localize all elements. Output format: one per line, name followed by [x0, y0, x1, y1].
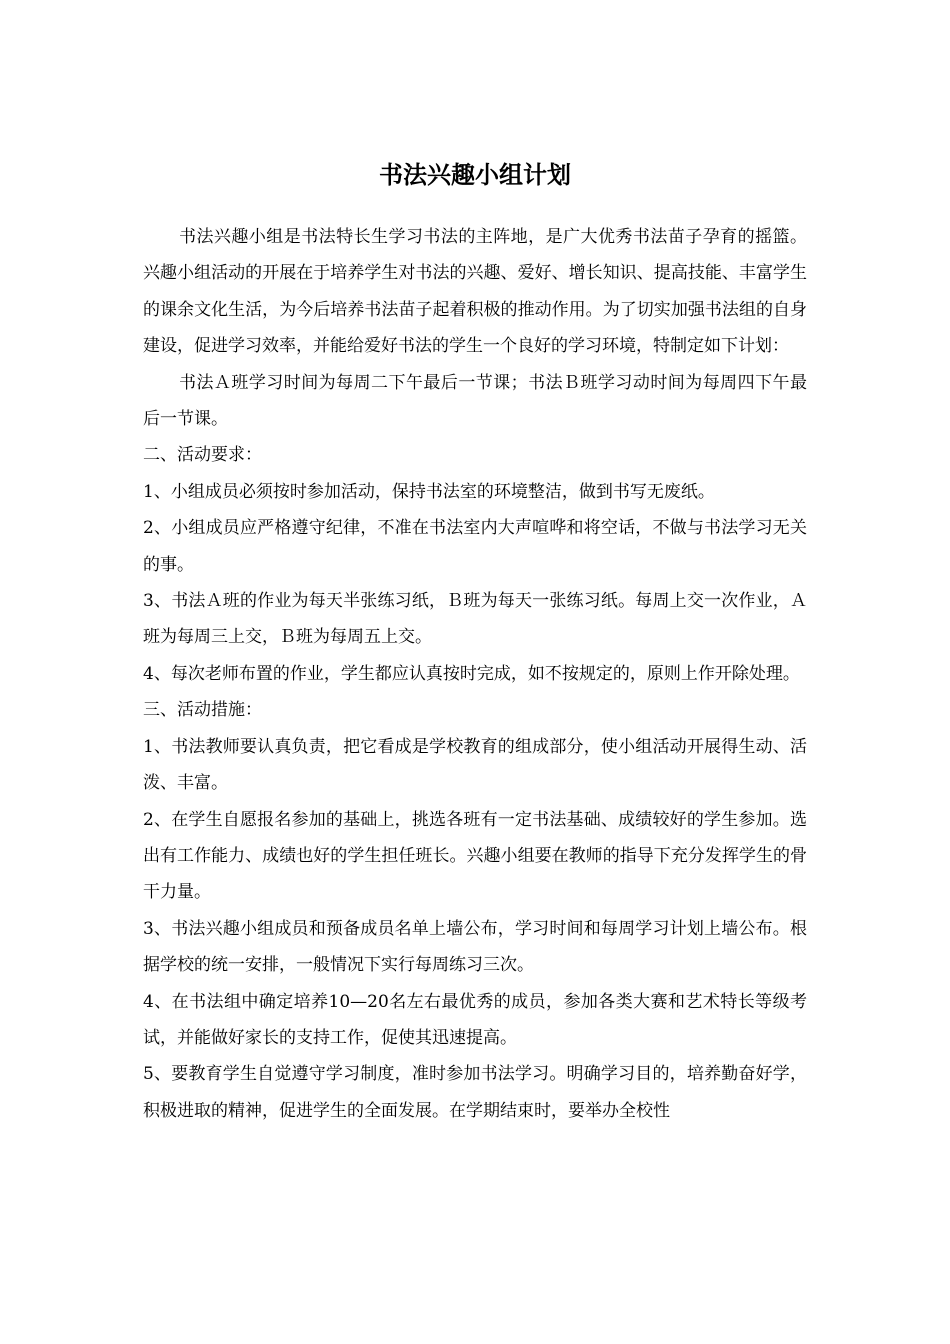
requirement-item: 3、书法Ａ班的作业为每天半张练习纸，Ｂ班为每天一张练习纸。每周上交一次作业，Ａ班为每周三上交，Ｂ班为每周五上交。	[143, 591, 807, 648]
section-heading-measures: 三、活动措施：	[143, 700, 262, 721]
section-heading-requirements: 二、活动要求：	[143, 445, 262, 466]
page-title: 书法兴趣小组计划	[379, 160, 571, 189]
measure-item: 5、要教育学生自觉遵守学习制度，准时参加书法学习。明确学习目的，培养勤奋好学，积极进取的精神，促进学生的全面发展。在学期结束时，要举办全校性	[143, 1064, 807, 1121]
paragraph-schedule: 书法Ａ班学习时间为每周二下午最后一节课；书法Ｂ班学习动时间为每周四下午最后一节课。	[143, 372, 807, 430]
paragraph-intro: 书法兴趣小组是书法特长生学习书法的主阵地，是广大优秀书法苗子孕育的摇篮。兴趣小组活动的开展在于培养学生对书法的兴趣、爱好、增长知识、提高技能、丰富学生的课余文化生活，为今后培养书法苗子起着积极的推动作用。为了切实加强书法组的自身建设，促进学习效率，并能给爱好书法的学生一个良好的学习环境，特制定如下计划：	[143, 227, 807, 357]
document-body	[143, 219, 807, 1129]
measure-item: 3、书法兴趣小组成员和预备成员名单上墙公布，学习时间和每周学习计划上墙公布。根据学校的统一安排，一般情况下实行每周练习三次。	[143, 918, 807, 976]
measure-item: 4、在书法组中确定培养10—20名左右最优秀的成员，参加各类大赛和艺术特长等级考试，并能做好家长的支持工作，促使其迅速提高。	[143, 991, 807, 1048]
requirement-item: 2、小组成员应严格遵守纪律，不准在书法室内大声喧哗和将空话，不做与书法学习无关的事。	[143, 518, 807, 575]
requirement-item: 4、每次老师布置的作业，学生都应认真按时完成，如不按规定的，原则上作开除处理。	[143, 663, 800, 684]
measure-item: 1、书法教师要认真负责，把它看成是学校教育的组成部分，使小组活动开展得生动、活泼、丰富。	[143, 736, 807, 794]
measure-item: 2、在学生自愿报名参加的基础上，挑选各班有一定书法基础、成绩较好的学生参加。选出有工作能力、成绩也好的学生担任班长。兴趣小组要在教师的指导下充分发挥学生的骨干力量。	[143, 809, 807, 903]
requirement-item: 1、小组成员必须按时参加活动，保持书法室的环境整洁，做到书写无废纸。	[143, 481, 715, 502]
